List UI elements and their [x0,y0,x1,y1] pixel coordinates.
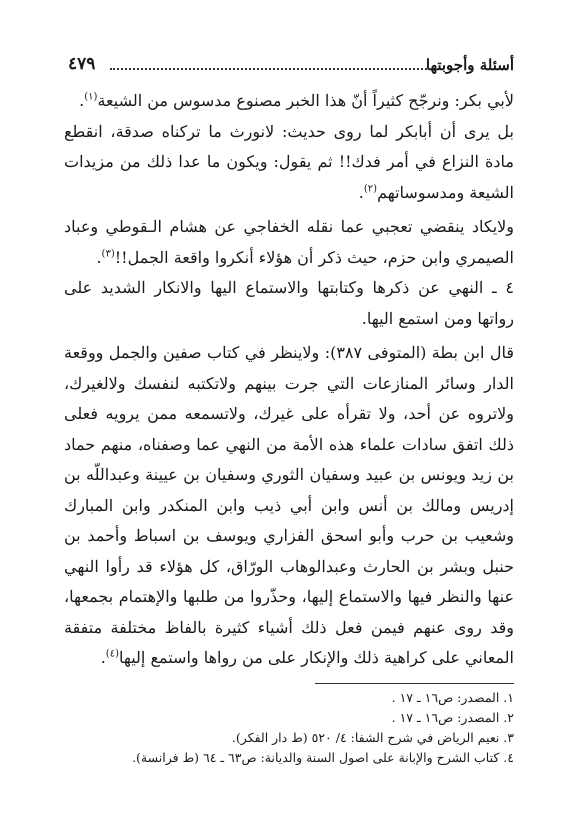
paragraph [64,338,514,674]
paragraph-end: . [79,91,85,110]
paragraph-end: . [100,648,106,667]
footnote-ref: (٤) [105,648,119,660]
paragraph [64,117,514,209]
running-title: أسئلة وأجوبتها [425,56,514,74]
footnote-separator [315,683,514,684]
paragraph-text: بل يرى أن أبابكر لما روى حديث: لانورث ما تركناه صدقة، انقطع مادة النزاع في أمر فدك!! ثم يقول: ويكون ما عدا ذلك من مزيدات الشيعة ومدسوساتهم [64,121,514,202]
footnote: ١. المصدر: ص١٦ ـ ١٧ . [391,690,514,705]
paragraph [64,86,514,117]
paragraph-end: . [96,247,102,267]
footnote: ٤. كتاب الشرح والإبانة على اصول السنة والديانة: ص٦٣ ـ ٦٤ (ط فرانسة). [132,750,514,765]
footnote-ref: (١) [84,91,98,103]
section-heading [64,273,514,334]
paragraph-end: . [358,182,364,202]
paragraph [64,212,514,273]
page-number: ٤٧٩ [68,54,96,74]
main-text [64,86,514,674]
paragraph-text: ولايكاد ينقضي تعجبي عما نقله الخفاجي عن هشام الـقوطي وعباد الصيمري وابن حزم، حيث ذكر أن هؤلاء أنكروا واقعة الجمل!! [64,217,514,267]
running-header [68,54,514,80]
footnote: ٢. المصدر: ص١٦ ـ ١٧ . [391,710,514,725]
paragraph-text: ٤ ـ النهي عن ذكرها وكتابتها والاستماع اليها والانكار الشديد على رواتها ومن استمع اليها. [64,278,514,328]
paragraph-text: لأبي بكر: ونرجّح كثيراً أنّ هذا الخبر مصنوع مدسوس من الشيعة [97,91,514,110]
paragraph-text: قال ابن بطة (المتوفى ٣٨٧): ولاينظر في كتاب صفين والجمل ووقعة الدار وسائر المنازعات التي جرت بينهم ولاتكتبه لنفسك ولالغيرك، ولاتروه عن أحد، ولا تقرأه على غيرك، ولاتسمعه ممن يرويه فعلى ذلك اتفق سادات علماء هذه الأمة من النهي عما وصفناه، منهم حماد بن زيد ويونس بن عبيد وسفيان الثوري وسفيان بن عيينة وعبداللّه بن إدريس ومالك بن أنس وابن أبي ذيب وابن المنكدر وابن المبارك وشعيب بن حرب وأبو اسحق الفزاري ويوسف بن اسباط وأحمد بن حنبل وبشر بن الحارث وعبدالوهاب الورّاق، كل هؤلاء قد رأوا النهي عنها والنظر فيها والاستماع إليها، وحذّروا من طلبها والإهتمام بجمعها، وقد روى عنهم فيمن فعل ذلك أشياء كثيرة بالفاظ مختلفة متفقة المعاني على كراهية ذلك والإنكار على من رواها واستمع إليها [64,343,515,667]
header-dotted-leader [110,68,430,70]
footnote-ref: (٢) [363,183,378,195]
footnotes [64,688,514,768]
footnote: ٣. نعيم الرياض في شرح الشفا: ٤/ ٥٢٠ (ط دار الفكر). [231,730,514,745]
footnote-ref: (٣) [101,248,115,260]
